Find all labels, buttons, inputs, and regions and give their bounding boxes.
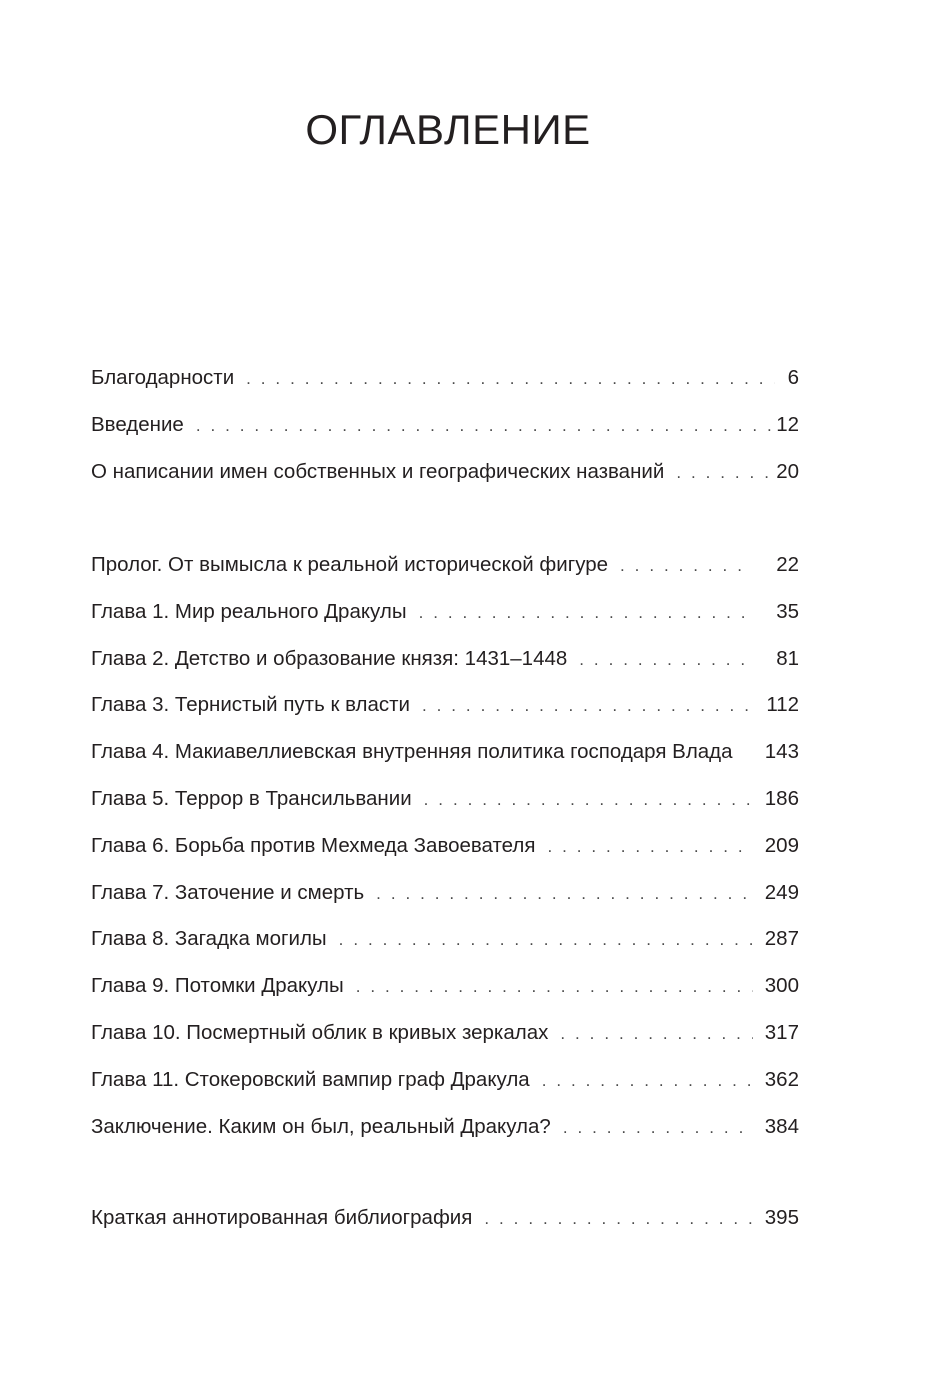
dot-leader [567, 646, 753, 674]
toc-entry-title: Глава 8. Загадка могилы [91, 927, 327, 951]
toc-entry-page: 317 [764, 1020, 799, 1044]
toc-entry-title: Глава 2. Детство и образование князя: 1431–1448 [91, 646, 568, 670]
toc-entry [91, 925, 799, 972]
toc-entry-title: Глава 11. Стокеровский вампир граф Дракула [91, 1067, 530, 1091]
toc-entry-page: 20 [776, 459, 799, 483]
toc-entry-page: 249 [764, 880, 799, 904]
toc-entry [91, 1066, 799, 1113]
toc-entry [91, 551, 799, 598]
toc-back-matter [91, 1204, 799, 1251]
dot-leader [530, 1067, 753, 1095]
page-title: ОГЛАВЛЕНИЕ [305, 106, 591, 153]
dot-leader [664, 459, 775, 487]
dot-leader [548, 1020, 753, 1048]
toc-entry-page: 12 [776, 412, 799, 436]
toc-entry-title: Благодарности [91, 366, 235, 389]
toc-entry-title: Глава 10. Посмертный облик в кривых зеркалах [91, 1020, 549, 1044]
toc-entry-title: Глава 5. Террор в Трансильвании [91, 786, 412, 810]
dot-leader [327, 926, 753, 954]
dot-leader [410, 692, 753, 720]
toc-entry [91, 1019, 799, 1066]
toc-entry [91, 738, 799, 785]
dot-leader [407, 599, 753, 627]
toc-entry-title: Пролог. От вымысла к реальной исторической фигуре [91, 553, 609, 576]
toc-entry-page: 209 [764, 833, 799, 857]
toc-entry-page: 6 [787, 366, 799, 389]
toc-entry [91, 411, 799, 458]
toc-entry-title: Заключение. Каким он был, реальный Дракула? [91, 1114, 551, 1138]
toc-entry [91, 458, 799, 505]
toc-entry [91, 598, 799, 645]
dot-leader [184, 412, 775, 440]
toc-entry-page: 300 [764, 974, 799, 998]
toc-entry-title: О написании имен собственных и географических названий [91, 459, 665, 483]
toc-entry-title: Глава 1. Мир реального Дракулы [91, 599, 407, 623]
toc-entry-page: 186 [764, 786, 799, 810]
toc-entry [91, 879, 799, 926]
toc-entry-page: 81 [776, 646, 799, 670]
dot-leader [551, 1114, 753, 1142]
toc-entry [91, 645, 799, 692]
toc-entry [91, 785, 799, 832]
toc-entry [91, 364, 799, 411]
toc-entry [91, 1113, 799, 1160]
toc-entry-page: 35 [776, 599, 799, 623]
dot-leader [535, 833, 753, 861]
dot-leader [412, 786, 753, 814]
toc-entry-page: 22 [776, 553, 799, 576]
toc-entry-title: Краткая аннотированная библиография [91, 1206, 473, 1229]
dot-leader [472, 1205, 753, 1233]
toc-entry [91, 1204, 799, 1251]
toc-entry-page: 287 [764, 927, 799, 951]
toc-entry-page: 362 [764, 1067, 799, 1091]
dot-leader [234, 365, 775, 393]
toc-entry-page: 384 [764, 1114, 799, 1138]
toc-entry-title: Глава 6. Борьба против Мехмеда Завоевателя [91, 833, 536, 857]
toc-entry-page: 395 [764, 1206, 799, 1229]
toc-entry-title: Глава 3. Тернистый путь к власти [91, 693, 410, 717]
toc-entry-title: Глава 9. Потомки Дракулы [91, 974, 344, 998]
toc-entry-page: 143 [764, 740, 799, 764]
toc-entry-title: Введение [91, 412, 184, 436]
toc-main-matter [91, 551, 799, 1159]
dot-leader [364, 880, 753, 908]
dot-leader [608, 552, 753, 580]
toc-entry-title: Глава 7. Заточение и смерть [91, 880, 365, 904]
toc-entry-page: 112 [766, 693, 799, 717]
toc-entry [91, 972, 799, 1019]
dot-leader [344, 973, 753, 1001]
toc-entry [91, 832, 799, 879]
toc-entry [91, 691, 799, 738]
toc-front-matter [91, 364, 799, 504]
toc-entry-title: Глава 4. Макиавеллиевская внутренняя политика господаря Влада [91, 740, 733, 764]
